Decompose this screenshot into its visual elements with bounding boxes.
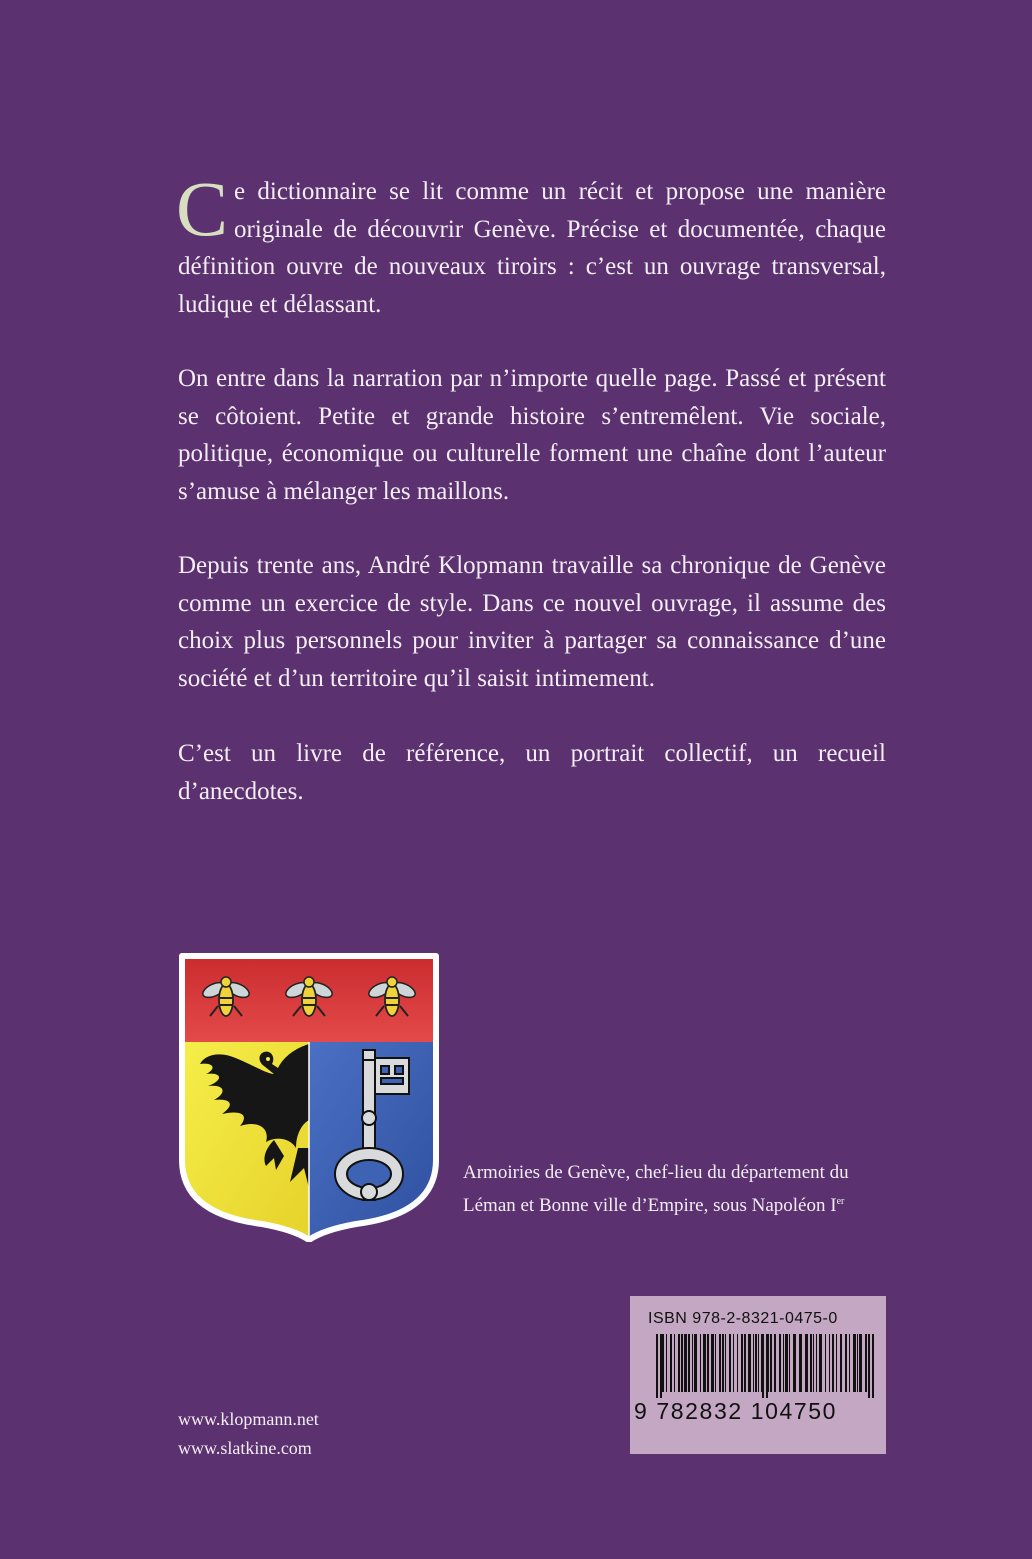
barcode-bar bbox=[753, 1334, 754, 1392]
barcode-bar bbox=[684, 1334, 687, 1392]
barcode-guard-bar bbox=[762, 1334, 764, 1398]
barcode-bar bbox=[755, 1334, 757, 1392]
barcode-bar bbox=[849, 1334, 850, 1392]
barcode-bar bbox=[832, 1334, 834, 1392]
barcode-bar bbox=[733, 1334, 734, 1392]
barcode-bar bbox=[770, 1334, 772, 1392]
barcode-bar bbox=[774, 1334, 776, 1392]
barcode-bar bbox=[799, 1334, 802, 1392]
barcode-bar bbox=[674, 1334, 675, 1392]
barcode-bar bbox=[810, 1334, 812, 1392]
barcode-bar bbox=[741, 1334, 743, 1392]
barcode-bar bbox=[819, 1334, 822, 1392]
barcode-bar bbox=[816, 1334, 817, 1392]
barcode-bar bbox=[840, 1334, 842, 1392]
barcode-bar bbox=[857, 1334, 858, 1392]
website-link-klopmann[interactable]: www.klopmann.net bbox=[178, 1409, 319, 1429]
barcode-bar bbox=[678, 1334, 680, 1392]
description-paragraph-3: Depuis trente ans, André Klopmann travaille sa chronique de Genève comme un exercice de style. Dans ce nouvel ouvrage, il assume des choix plus personnels pour inviter à partager sa connaissance d’une société et d’un territoire qu’il saisit intimement. bbox=[178, 552, 886, 692]
coat-of-arms-caption bbox=[463, 1158, 903, 1220]
barcode-bar bbox=[688, 1334, 690, 1392]
barcode-bar bbox=[783, 1334, 784, 1392]
barcode-bar bbox=[725, 1334, 726, 1392]
paragraph-1-text: e dictionnaire se lit comme un récit et propose une manière originale de découvrir Genève. Précise et documentée, chaque définition ouvre de nouveaux tiroirs : c’est un ouvrage transversal, ludique et délassant. bbox=[178, 178, 886, 318]
barcode-bar bbox=[825, 1334, 826, 1392]
barcode-guard-bar bbox=[766, 1334, 768, 1398]
barcode-bar bbox=[707, 1334, 709, 1392]
barcode-bar bbox=[805, 1334, 808, 1392]
barcode-bar bbox=[711, 1334, 714, 1392]
barcode-bar bbox=[836, 1334, 837, 1392]
barcode-bar bbox=[737, 1334, 738, 1392]
barcode-bar bbox=[744, 1334, 746, 1392]
caption-line-1: Armoiries de Genève, chef-lieu du département du bbox=[463, 1162, 849, 1183]
barcode-bar bbox=[662, 1334, 664, 1392]
barcode-bars bbox=[642, 1334, 874, 1398]
barcode-bar bbox=[758, 1334, 759, 1392]
description-paragraph-2: On entre dans la narration par n’importe quelle page. Passé et présent se côtoient. Petite et grande histoire s’entremêlent. Vie sociale, politique, économique ou culturelle forment une chaîne dont l’auteur s’amuse à mélanger les maillons. bbox=[178, 365, 886, 505]
barcode-bar bbox=[829, 1334, 830, 1392]
geneva-coat-of-arms-image bbox=[178, 952, 440, 1242]
isbn-barcode-panel bbox=[630, 1296, 886, 1454]
drop-cap: C bbox=[176, 165, 229, 252]
barcode-bar bbox=[813, 1334, 814, 1392]
barcode-bar bbox=[694, 1334, 697, 1392]
description-paragraph-1 bbox=[176, 165, 886, 323]
barcode-bar bbox=[729, 1334, 731, 1392]
barcode-bar bbox=[853, 1334, 856, 1392]
website-links bbox=[178, 1405, 319, 1463]
barcode-bar bbox=[681, 1334, 683, 1392]
caption-superscript: er bbox=[836, 1196, 845, 1207]
barcode-bar bbox=[715, 1334, 716, 1392]
barcode-guard-bar bbox=[872, 1334, 874, 1398]
barcode-bar bbox=[700, 1334, 701, 1392]
website-link-slatkine[interactable]: www.slatkine.com bbox=[178, 1438, 312, 1458]
barcode-bar bbox=[748, 1334, 751, 1392]
barcode-guard-bar bbox=[868, 1334, 870, 1398]
isbn-label: ISBN 978-2-8321-0475-0 bbox=[648, 1310, 838, 1327]
barcode-bar bbox=[785, 1334, 788, 1392]
barcode-digits: 9 782832 104750 bbox=[634, 1398, 838, 1424]
barcode-guard-bar bbox=[656, 1334, 658, 1398]
barcode-bar bbox=[793, 1334, 796, 1392]
barcode-bar bbox=[666, 1334, 667, 1392]
barcode-bar bbox=[722, 1334, 724, 1392]
barcode-guard-bar bbox=[660, 1334, 662, 1398]
barcode-bar bbox=[845, 1334, 847, 1392]
barcode-bar bbox=[865, 1334, 867, 1392]
barcode-bar bbox=[789, 1334, 790, 1392]
barcode-bar bbox=[670, 1334, 672, 1392]
caption-line-2: Léman et Bonne ville d’Empire, sous Napoléon Ier bbox=[463, 1195, 845, 1216]
description-paragraph-4: C’est un livre de référence, un portrait collectif, un recueil d’anecdotes. bbox=[178, 740, 886, 805]
barcode-bar bbox=[692, 1334, 693, 1392]
barcode-bar bbox=[779, 1334, 781, 1392]
barcode-bar bbox=[859, 1334, 862, 1392]
barcode-bar bbox=[719, 1334, 721, 1392]
barcode-bar bbox=[703, 1334, 706, 1392]
